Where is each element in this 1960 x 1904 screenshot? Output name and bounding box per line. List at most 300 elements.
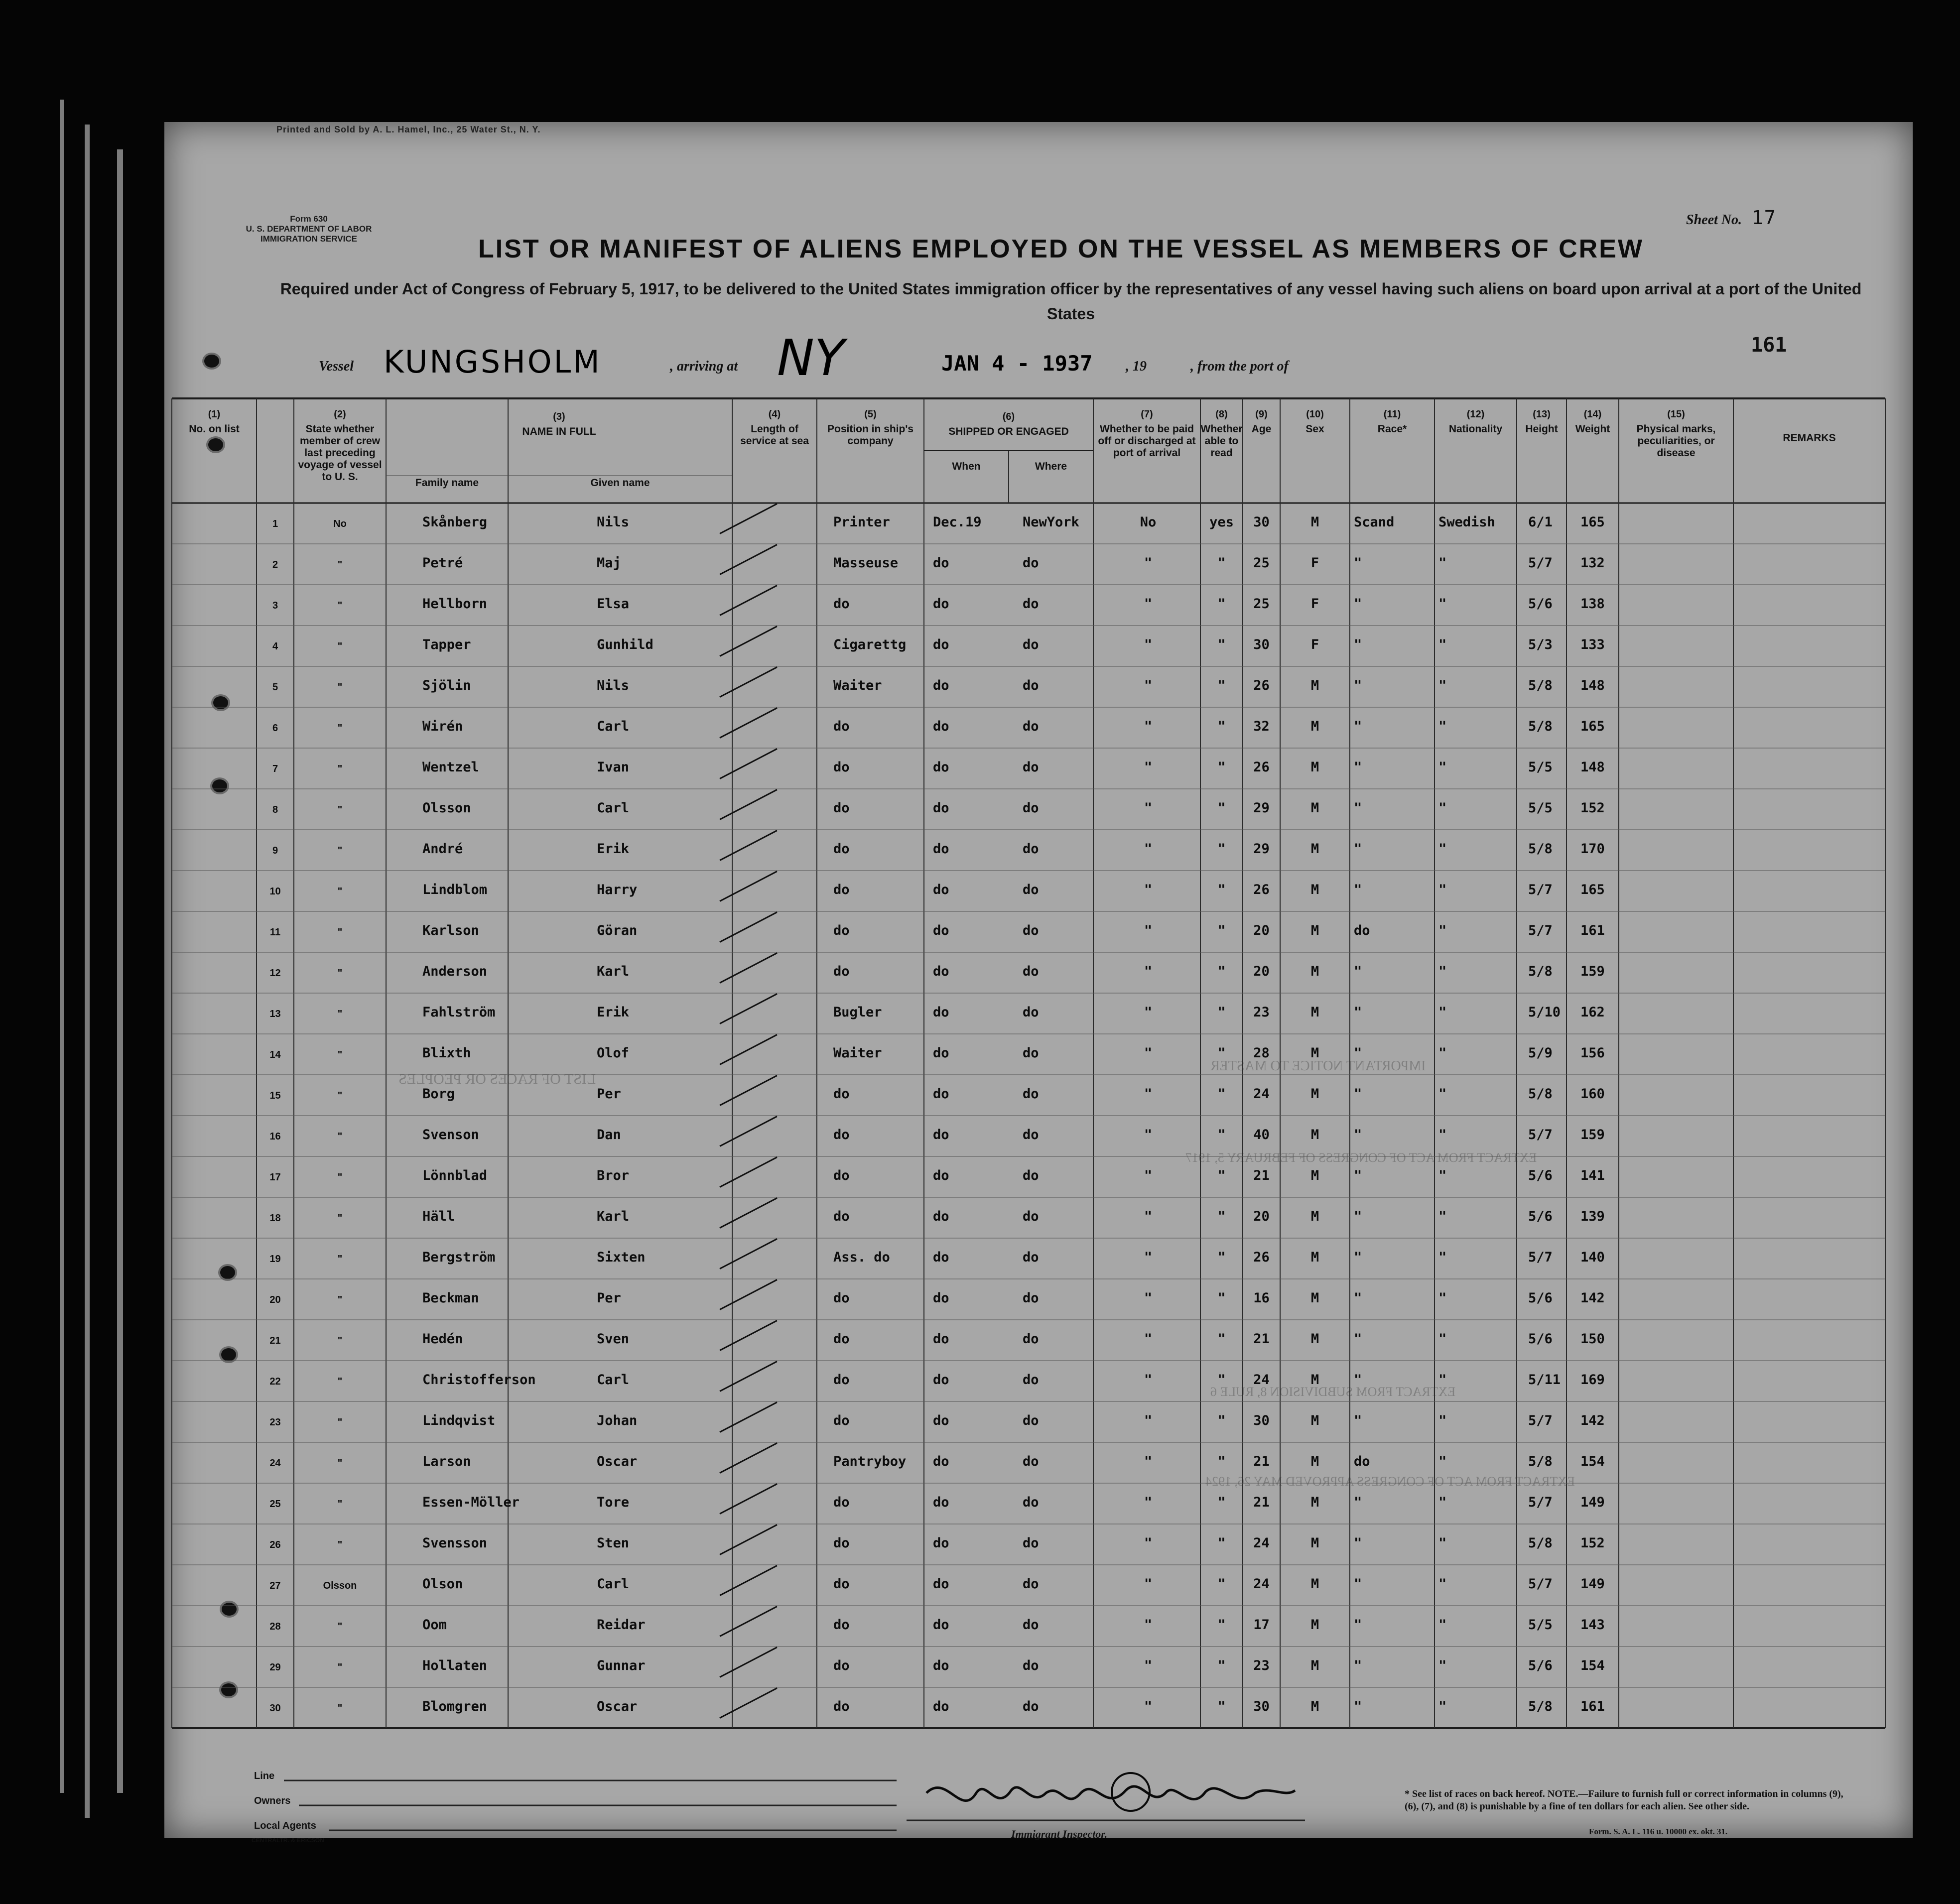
cell-nationality: " xyxy=(1438,1494,1447,1510)
cell-height: 5/8 xyxy=(1528,677,1553,693)
cell-paid: " xyxy=(1144,1127,1153,1142)
cell-race: " xyxy=(1354,1494,1362,1510)
cell-prev: " xyxy=(337,1335,343,1346)
cell-where: do xyxy=(1023,963,1039,979)
column-number: (7) xyxy=(1141,409,1153,420)
cell-sex: M xyxy=(1310,1086,1319,1102)
cell-race: Scand xyxy=(1354,514,1395,530)
column-number: (11) xyxy=(1383,409,1401,420)
cell-age: 25 xyxy=(1253,555,1270,571)
cell-no: 29 xyxy=(269,1661,281,1673)
cell-where: do xyxy=(1023,1453,1039,1469)
cell-nationality: " xyxy=(1438,1453,1447,1469)
cell-race: " xyxy=(1354,1617,1362,1633)
cell-where: do xyxy=(1023,1494,1039,1510)
cell-when: do xyxy=(933,1290,949,1306)
form-number: Form 630 xyxy=(290,214,328,224)
cell-age: 29 xyxy=(1253,841,1270,857)
cell-read: " xyxy=(1217,1004,1226,1020)
cell-family: Svensson xyxy=(422,1535,488,1551)
cell-no: 4 xyxy=(272,640,278,652)
cell-nationality: " xyxy=(1438,759,1447,775)
column-label: Whether to be paid off or discharged at port of arrival xyxy=(1098,423,1196,459)
cell-when: do xyxy=(933,963,949,979)
cell-when: do xyxy=(933,1494,949,1510)
cell-paid: " xyxy=(1144,1494,1153,1510)
cell-given: Sixten xyxy=(597,1249,646,1265)
cell-no: 21 xyxy=(269,1335,281,1346)
cell-nationality: " xyxy=(1438,555,1447,571)
cell-weight: 161 xyxy=(1580,1698,1605,1714)
cell-weight: 138 xyxy=(1580,596,1605,612)
cell-position: do xyxy=(833,1208,850,1224)
cell-given: Per xyxy=(597,1290,621,1306)
cell-age: 21 xyxy=(1253,1453,1270,1469)
cell-paid: " xyxy=(1144,1617,1153,1633)
cell-no: 8 xyxy=(272,804,278,815)
sheet-number-value: 17 xyxy=(1752,207,1776,229)
cell-prev: " xyxy=(337,804,343,815)
cell-weight: 148 xyxy=(1580,677,1605,693)
cell-given: Olof xyxy=(597,1045,630,1061)
cell-weight: 162 xyxy=(1580,1004,1605,1020)
cell-position: do xyxy=(833,1617,850,1633)
cell-no: 30 xyxy=(269,1702,281,1714)
cell-position: do xyxy=(833,882,850,897)
when-header: When xyxy=(952,461,981,472)
bleedthrough-races: LIST OF RACES OR PEOPLES xyxy=(398,1071,596,1087)
cell-height: 5/8 xyxy=(1528,1453,1553,1469)
bleedthrough-extract: EXTRACT FROM ACT OF CONGRESS APPROVED MAY 26, 1924 xyxy=(1205,1474,1575,1489)
cell-given: Oscar xyxy=(597,1453,638,1469)
cell-weight: 149 xyxy=(1580,1494,1605,1510)
cell-position: do xyxy=(833,1494,850,1510)
cell-paid: " xyxy=(1144,1535,1153,1551)
cell-race: " xyxy=(1354,1412,1362,1428)
cell-height: 5/8 xyxy=(1528,718,1553,734)
cell-prev: " xyxy=(337,1090,343,1101)
cell-weight: 156 xyxy=(1580,1045,1605,1061)
cell-prev: " xyxy=(337,1416,343,1428)
cell-race: " xyxy=(1354,1372,1362,1388)
cell-where: do xyxy=(1023,841,1039,857)
cell-nationality: " xyxy=(1438,1127,1447,1142)
cell-sex: M xyxy=(1310,759,1319,775)
cell-paid: " xyxy=(1144,1086,1153,1102)
cell-sex: M xyxy=(1310,1453,1319,1469)
cell-weight: 169 xyxy=(1580,1372,1605,1388)
cell-height: 5/7 xyxy=(1528,1249,1553,1265)
cell-no: 20 xyxy=(269,1294,281,1305)
cell-age: 26 xyxy=(1253,882,1270,897)
cell-where: do xyxy=(1023,1004,1039,1020)
cell-weight: 152 xyxy=(1580,1535,1605,1551)
cell-given: Karl xyxy=(597,963,630,979)
cell-when: do xyxy=(933,759,949,775)
cell-position: do xyxy=(833,841,850,857)
cell-when: do xyxy=(933,1127,949,1142)
cell-when: do xyxy=(933,841,949,857)
cell-height: 5/5 xyxy=(1528,1617,1553,1633)
cell-paid: " xyxy=(1144,1167,1153,1183)
cell-paid: " xyxy=(1144,1576,1153,1592)
cell-sex: M xyxy=(1310,1249,1319,1265)
cell-where: do xyxy=(1023,718,1039,734)
cell-paid: " xyxy=(1144,882,1153,897)
cell-nationality: " xyxy=(1438,841,1447,857)
cell-read: " xyxy=(1217,1331,1226,1347)
cell-read: " xyxy=(1217,1127,1226,1142)
cell-when: do xyxy=(933,882,949,897)
cell-age: 30 xyxy=(1253,514,1270,530)
column-label: Position in ship's company xyxy=(827,423,914,447)
cell-weight: 165 xyxy=(1580,718,1605,734)
bleedthrough-notice: IMPORTANT NOTICE TO MASTER xyxy=(1210,1058,1426,1074)
cell-nationality: " xyxy=(1438,718,1447,734)
cell-age: 24 xyxy=(1253,1086,1270,1102)
cell-given: Sten xyxy=(597,1535,630,1551)
column-number: (15) xyxy=(1667,409,1685,420)
cell-race: " xyxy=(1354,718,1362,734)
cell-no: 26 xyxy=(269,1539,281,1550)
cell-given: Ivan xyxy=(597,759,630,775)
cell-no: 17 xyxy=(269,1171,281,1183)
cell-weight: 142 xyxy=(1580,1290,1605,1306)
cell-given: Nils xyxy=(597,677,630,693)
cell-read: " xyxy=(1217,963,1226,979)
cell-read: " xyxy=(1217,922,1226,938)
cell-prev: " xyxy=(337,1294,343,1305)
cell-read: " xyxy=(1217,841,1226,857)
cell-paid: " xyxy=(1144,1372,1153,1388)
cell-race: " xyxy=(1354,1331,1362,1347)
cell-age: 30 xyxy=(1253,1698,1270,1714)
cell-sex: M xyxy=(1310,677,1319,693)
cell-position: Ass. do xyxy=(833,1249,890,1265)
cell-sex: M xyxy=(1310,1535,1319,1551)
cell-sex: M xyxy=(1310,963,1319,979)
line-label: Line xyxy=(254,1771,275,1781)
cell-given: Elsa xyxy=(597,596,630,612)
cell-nationality: " xyxy=(1438,1167,1447,1183)
cell-given: Per xyxy=(597,1086,621,1102)
cell-height: 5/3 xyxy=(1528,636,1553,652)
bleedthrough-extract: EXTRACT FROM ACT OF CONGRESS OF FEBRUARY 5, 1917 xyxy=(1185,1150,1537,1165)
cell-position: do xyxy=(833,718,850,734)
cell-race: " xyxy=(1354,1167,1362,1183)
cell-when: do xyxy=(933,1453,949,1469)
cell-paid: " xyxy=(1144,963,1153,979)
cell-prev: " xyxy=(337,1253,343,1265)
bleedthrough-extract: EXTRACT FROM SUBDIVISION 8, RULE 6 xyxy=(1210,1385,1456,1399)
cell-read: " xyxy=(1217,1698,1226,1714)
cell-paid: " xyxy=(1144,1208,1153,1224)
cell-where: do xyxy=(1023,1086,1039,1102)
cell-race: " xyxy=(1354,1290,1362,1306)
cell-position: do xyxy=(833,1086,850,1102)
cell-height: 5/6 xyxy=(1528,1331,1553,1347)
cell-position: do xyxy=(833,1535,850,1551)
cell-when: do xyxy=(933,1576,949,1592)
cell-weight: 139 xyxy=(1580,1208,1605,1224)
year-label: , 19 xyxy=(1126,359,1147,374)
cell-race: " xyxy=(1354,1086,1362,1102)
cell-age: 24 xyxy=(1253,1372,1270,1388)
immigrant-inspector-label: Immigrant Inspector. xyxy=(1011,1828,1108,1840)
cell-no: 22 xyxy=(269,1376,281,1387)
cell-when: do xyxy=(933,1045,949,1061)
cell-nationality: Swedish xyxy=(1438,514,1495,530)
cell-family: André xyxy=(422,841,463,857)
cell-no: 19 xyxy=(269,1253,281,1265)
cell-age: 32 xyxy=(1253,718,1270,734)
cell-sex: M xyxy=(1310,800,1319,816)
cell-position: Bugler xyxy=(833,1004,882,1020)
cell-weight: 141 xyxy=(1580,1167,1605,1183)
cell-paid: " xyxy=(1144,718,1153,734)
cell-position: do xyxy=(833,759,850,775)
cell-nationality: " xyxy=(1438,1698,1447,1714)
cell-age: 16 xyxy=(1253,1290,1270,1306)
cell-where: do xyxy=(1023,1249,1039,1265)
cell-paid: " xyxy=(1144,1453,1153,1469)
cell-paid: " xyxy=(1144,677,1153,693)
cell-prev: " xyxy=(337,1212,343,1224)
cell-age: 25 xyxy=(1253,596,1270,612)
cell-no: 14 xyxy=(269,1049,281,1060)
cell-where: do xyxy=(1023,677,1039,693)
cell-position: do xyxy=(833,1576,850,1592)
cell-nationality: " xyxy=(1438,1086,1447,1102)
cell-position: do xyxy=(833,1167,850,1183)
column-label: Physical marks, peculiarities, or disease xyxy=(1636,423,1716,459)
cell-given: Oscar xyxy=(597,1698,638,1714)
cell-nationality: " xyxy=(1438,1657,1447,1673)
cell-prev: " xyxy=(337,967,343,979)
cell-height: 5/7 xyxy=(1528,1576,1553,1592)
cell-height: 5/5 xyxy=(1528,800,1553,816)
cell-family: Blomgren xyxy=(422,1698,488,1714)
cell-position: do xyxy=(833,1412,850,1428)
cell-height: 5/6 xyxy=(1528,1657,1553,1673)
cell-height: 5/8 xyxy=(1528,841,1553,857)
cell-when: do xyxy=(933,636,949,652)
cell-no: 15 xyxy=(269,1090,281,1101)
cell-nationality: " xyxy=(1438,636,1447,652)
cell-no: 16 xyxy=(269,1131,281,1142)
cell-where: do xyxy=(1023,759,1039,775)
cell-age: 20 xyxy=(1253,1208,1270,1224)
cell-family: Borg xyxy=(422,1086,455,1102)
cell-position: Masseuse xyxy=(833,555,899,571)
cell-read: " xyxy=(1217,1086,1226,1102)
cell-sex: F xyxy=(1310,555,1319,571)
cell-no: 7 xyxy=(272,763,278,774)
cell-age: 21 xyxy=(1253,1494,1270,1510)
cell-prev: " xyxy=(337,559,343,570)
cell-when: do xyxy=(933,1208,949,1224)
cell-prev: " xyxy=(337,1131,343,1142)
cell-height: 6/1 xyxy=(1528,514,1553,530)
cell-sex: M xyxy=(1310,1494,1319,1510)
cell-read: " xyxy=(1217,1494,1226,1510)
cell-nationality: " xyxy=(1438,677,1447,693)
cell-prev: " xyxy=(337,763,343,774)
cell-no: 1 xyxy=(272,518,278,529)
cell-paid: " xyxy=(1144,922,1153,938)
cell-family: Hedén xyxy=(422,1331,463,1347)
cell-family: Beckman xyxy=(422,1290,479,1306)
cell-family: Lönnblad xyxy=(422,1167,488,1183)
cell-paid: " xyxy=(1144,1331,1153,1347)
cell-family: Lindqvist xyxy=(422,1412,496,1428)
cell-read: " xyxy=(1217,1535,1226,1551)
column-label: NAME IN FULL xyxy=(522,426,596,437)
cell-height: 5/7 xyxy=(1528,1494,1553,1510)
column-label: Age xyxy=(1251,423,1272,435)
cell-family: Fahlström xyxy=(422,1004,496,1020)
cell-height: 5/8 xyxy=(1528,963,1553,979)
cell-when: do xyxy=(933,1004,949,1020)
cell-paid: " xyxy=(1144,759,1153,775)
cell-when: do xyxy=(933,1535,949,1551)
cell-sex: M xyxy=(1310,1127,1319,1142)
cell-sex: M xyxy=(1310,1290,1319,1306)
column-label: Sex xyxy=(1306,423,1324,435)
cell-prev: " xyxy=(337,1457,343,1469)
cell-read: " xyxy=(1217,800,1226,816)
service-name: IMMIGRATION SERVICE xyxy=(261,234,357,244)
cell-family: Lindblom xyxy=(422,882,488,897)
cell-position: do xyxy=(833,1127,850,1142)
column-number: (4) xyxy=(768,409,781,420)
cell-no: 2 xyxy=(272,559,278,570)
cell-height: 5/6 xyxy=(1528,596,1553,612)
cell-age: 40 xyxy=(1253,1127,1270,1142)
cell-when: do xyxy=(933,677,949,693)
cell-sex: M xyxy=(1310,1004,1319,1020)
cell-age: 17 xyxy=(1253,1617,1270,1633)
cell-where: do xyxy=(1023,1412,1039,1428)
cell-given: Harry xyxy=(597,882,638,897)
cell-race: " xyxy=(1354,1004,1362,1020)
cell-sex: M xyxy=(1310,841,1319,857)
cell-weight: 132 xyxy=(1580,555,1605,571)
cell-age: 23 xyxy=(1253,1004,1270,1020)
cell-family: Bergström xyxy=(422,1249,496,1265)
local-agents-label: Local Agents xyxy=(254,1820,316,1831)
cell-no: 6 xyxy=(272,722,278,734)
cell-family: Larson xyxy=(422,1453,471,1469)
cell-sex: M xyxy=(1310,922,1319,938)
page-title: LIST OR MANIFEST OF ALIENS EMPLOYED ON THE VESSEL AS MEMBERS OF CREW xyxy=(478,235,1644,263)
cell-position: do xyxy=(833,596,850,612)
where-header: Where xyxy=(1035,461,1067,472)
cell-where: do xyxy=(1023,1167,1039,1183)
cell-sex: M xyxy=(1310,1045,1319,1061)
cell-age: 23 xyxy=(1253,1657,1270,1673)
cell-family: Olsson xyxy=(422,800,471,816)
cell-read: " xyxy=(1217,1617,1226,1633)
form-footer-number: Form. S. A. L. 116 u. 10000 ex. okt. 31. xyxy=(1589,1827,1728,1836)
cell-given: Bror xyxy=(597,1167,630,1183)
cell-where: do xyxy=(1023,596,1039,612)
cell-paid: " xyxy=(1144,1249,1153,1265)
cell-nationality: " xyxy=(1438,1004,1447,1020)
cell-no: 12 xyxy=(269,967,281,979)
cell-nationality: " xyxy=(1438,882,1447,897)
column-number: (2) xyxy=(334,409,346,420)
cell-when: do xyxy=(933,1249,949,1265)
cell-position: do xyxy=(833,800,850,816)
cell-paid: " xyxy=(1144,1045,1153,1061)
cell-height: 5/5 xyxy=(1528,759,1553,775)
department-name: U. S. DEPARTMENT OF LABOR xyxy=(246,224,372,234)
column-number: (8) xyxy=(1215,409,1228,420)
cell-read: " xyxy=(1217,1657,1226,1673)
cell-no: 18 xyxy=(269,1212,281,1224)
column-number: (14) xyxy=(1583,409,1602,420)
cell-read: " xyxy=(1217,1208,1226,1224)
cell-paid: " xyxy=(1144,1698,1153,1714)
cell-height: 5/9 xyxy=(1528,1045,1553,1061)
cell-no: 28 xyxy=(269,1621,281,1632)
cell-given: Johan xyxy=(597,1412,638,1428)
arriving-label: , arriving at xyxy=(670,359,738,374)
cell-read: " xyxy=(1217,677,1226,693)
family-name-header: Family name xyxy=(415,477,479,489)
cell-given: Göran xyxy=(597,922,638,938)
cell-age: 26 xyxy=(1253,1249,1270,1265)
cell-race: " xyxy=(1354,636,1362,652)
cell-race: " xyxy=(1354,759,1362,775)
cell-given: Carl xyxy=(597,1372,630,1388)
cell-race: " xyxy=(1354,800,1362,816)
cell-position: do xyxy=(833,1698,850,1714)
cell-weight: 165 xyxy=(1580,514,1605,530)
cell-weight: 161 xyxy=(1580,922,1605,938)
cell-where: do xyxy=(1023,1127,1039,1142)
cell-read: " xyxy=(1217,1412,1226,1428)
cell-weight: 140 xyxy=(1580,1249,1605,1265)
cell-sex: F xyxy=(1310,596,1319,612)
cell-nationality: " xyxy=(1438,1617,1447,1633)
cell-family: Häll xyxy=(422,1208,455,1224)
cell-sex: M xyxy=(1310,718,1319,734)
cell-prev: Olsson xyxy=(323,1580,357,1591)
cell-position: do xyxy=(833,1290,850,1306)
cell-family: Blixth xyxy=(422,1045,471,1061)
column-number: (10) xyxy=(1306,409,1324,420)
cell-prev: " xyxy=(337,681,343,693)
cell-sex: M xyxy=(1310,1372,1319,1388)
cell-position: Waiter xyxy=(833,1045,882,1061)
cell-given: Dan xyxy=(597,1127,621,1142)
cell-family: Hollaten xyxy=(422,1657,488,1673)
column-label: Race* xyxy=(1377,423,1407,435)
sheet-label: Sheet No. xyxy=(1686,212,1742,228)
cell-no: 24 xyxy=(269,1457,281,1469)
cell-when: do xyxy=(933,1657,949,1673)
cell-family: Anderson xyxy=(422,963,488,979)
cell-weight: 148 xyxy=(1580,759,1605,775)
cell-where: do xyxy=(1023,1657,1039,1673)
cell-when: do xyxy=(933,1617,949,1633)
cell-where: do xyxy=(1023,1045,1039,1061)
cell-height: 5/7 xyxy=(1528,555,1553,571)
cell-weight: 150 xyxy=(1580,1331,1605,1347)
cell-sex: M xyxy=(1310,882,1319,897)
